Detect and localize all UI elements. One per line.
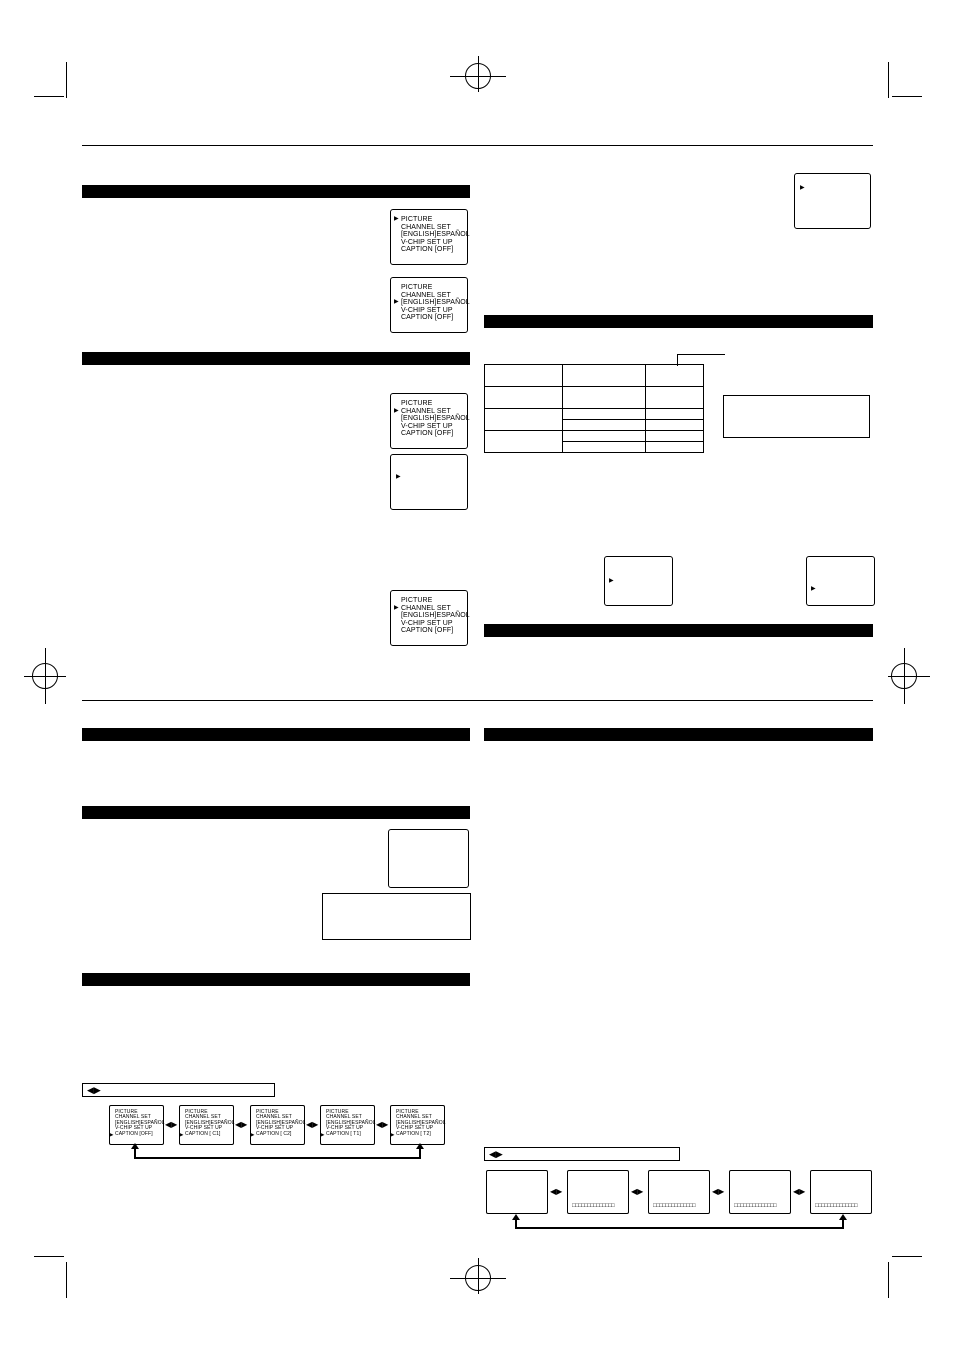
pointer-icon: ▶ [609, 578, 614, 584]
table-cell [485, 387, 563, 409]
flow-loop-arrow [508, 1213, 853, 1233]
menu-item-language: [ENGLISH]ESPAÑOL [256, 1119, 306, 1126]
crop-mark [888, 1262, 889, 1298]
menu-item-channel-set: CHANNEL SET [115, 1114, 151, 1121]
pointer-icon: ▶ [396, 474, 401, 480]
menu-item-caption: ▶ CAPTION [ T2] [391, 1130, 431, 1137]
callout-line [677, 354, 678, 366]
flow-screen-5 [810, 1170, 872, 1214]
menu-item-channel-set: CHANNEL SET [401, 291, 451, 299]
menu-item-language: [ENGLISH]ESPAÑOL [401, 415, 470, 423]
menu-item-language: ▶ [ENGLISH]ESPAÑOL [394, 299, 470, 307]
left-right-arrow-icon: ◀▶ [793, 1187, 806, 1196]
caption-screen-t2 [390, 1105, 445, 1145]
registration-mark-line [478, 1258, 479, 1294]
caption-text-placeholder: □□□□□□□□□□□□□□ [653, 1202, 696, 1209]
table-cell [563, 365, 646, 387]
menu-item-picture: PICTURE [185, 1109, 208, 1115]
menu-item-vchip: V-CHIP SET UP [115, 1125, 153, 1132]
caption-screen-c1 [179, 1105, 234, 1145]
caption-screen-off [109, 1105, 164, 1145]
pointer-icon: ▶ [394, 299, 399, 306]
menu-item-channel-set: CHANNEL SET [396, 1114, 432, 1121]
menu-item-picture: PICTURE [401, 400, 433, 407]
table-cell [563, 431, 646, 442]
caption-text-placeholder: □□□□□□□□□□□□□□ [815, 1202, 858, 1209]
menu-item-channel-set: CHANNEL SET [401, 223, 451, 231]
menu-item-language: [ENGLISH]ESPAÑOL [185, 1119, 235, 1126]
section-header-bar [82, 728, 470, 741]
crop-mark [66, 1262, 67, 1298]
caption-text-placeholder: □□□□□□□□□□□□□□ [734, 1202, 777, 1209]
pointer-icon: ▶ [110, 1131, 114, 1137]
menu-item-language: [ENGLISH]ESPAÑOL [115, 1119, 165, 1126]
left-right-arrow-icon: ◀▶ [235, 1120, 248, 1129]
mini-menu [110, 1109, 165, 1137]
mini-menu [251, 1109, 306, 1137]
mini-menu [180, 1109, 235, 1137]
section-header-bar [484, 624, 873, 637]
table-cell [485, 431, 563, 453]
left-right-arrow-icon: ◀▶ [165, 1120, 178, 1129]
menu-item-language: [ENGLISH]ESPAÑOL [401, 612, 470, 620]
pointer-icon: ▶ [800, 185, 805, 191]
table-cell [485, 365, 563, 387]
menu-item-language: [ENGLISH]ESPAÑOL [326, 1119, 376, 1126]
crop-mark [34, 96, 64, 97]
menu-item-caption: CAPTION [OFF] [401, 314, 454, 322]
page-divider [82, 700, 873, 701]
flow-screen-3 [648, 1170, 710, 1214]
registration-mark-line [904, 648, 905, 704]
menu-item-channel-set: CHANNEL SET [256, 1114, 292, 1121]
menu-item-language: [ENGLISH]ESPAÑOL [401, 231, 470, 239]
menu-item-channel-set: ▶ CHANNEL SET [394, 604, 451, 612]
registration-mark-line [888, 676, 930, 677]
menu-item-vchip: V-CHIP SET UP [401, 619, 453, 627]
menu-item-picture: PICTURE [256, 1109, 279, 1115]
main-menu [394, 400, 470, 438]
menu-item-vchip: V-CHIP SET UP [401, 306, 453, 314]
menu-item-caption: ▶ CAPTION [OFF] [110, 1130, 153, 1137]
left-right-arrow-icon: ◀▶ [550, 1187, 563, 1196]
table-cell [646, 442, 704, 453]
flow-screen-2 [567, 1170, 629, 1214]
table-cell [646, 420, 704, 431]
menu-item-caption: ▶ CAPTION [ C2] [251, 1130, 292, 1137]
note-box [723, 395, 870, 438]
menu-item-language: [ENGLISH]ESPAÑOL [396, 1119, 446, 1126]
submenu-screen [794, 173, 871, 229]
main-menu [394, 597, 470, 635]
section-header-bar [82, 185, 470, 198]
pointer-icon: ▶ [251, 1131, 255, 1137]
menu-item-vchip: V-CHIP SET UP [401, 422, 453, 430]
menu-item-picture: ▶ PICTURE [394, 216, 433, 223]
menu-item-vchip: V-CHIP SET UP [256, 1125, 294, 1132]
pointer-icon: ▶ [811, 586, 816, 592]
submenu-screen [806, 556, 875, 606]
menu-item-caption: ▶ CAPTION [ C1] [180, 1130, 221, 1137]
caption-screen-c2 [250, 1105, 305, 1145]
menu-item-vchip: V-CHIP SET UP [401, 238, 453, 246]
caption-text-placeholder: □□□□□□□□□□□□□□ [572, 1202, 615, 1209]
flow-legend [484, 1147, 680, 1161]
pointer-icon: ▶ [394, 216, 399, 222]
crop-mark [892, 96, 922, 97]
menu-screen-language-selected [390, 277, 468, 333]
menu-item-picture: PICTURE [396, 1109, 419, 1115]
left-right-arrow-icon: ◀▶ [87, 1085, 101, 1095]
table-cell [563, 442, 646, 453]
crop-mark [66, 62, 67, 98]
caption-loop-arrow [125, 1143, 430, 1163]
section-header-bar [82, 973, 470, 986]
menu-item-vchip: V-CHIP SET UP [396, 1125, 434, 1132]
menu-screen-channel-set-selected [390, 590, 468, 646]
pointer-icon: ▶ [321, 1131, 325, 1137]
flow-screen-4 [729, 1170, 791, 1214]
caption-legend [82, 1083, 275, 1097]
section-header-bar [484, 728, 873, 741]
menu-item-caption: CAPTION [OFF] [401, 430, 454, 438]
section-header-bar [484, 315, 873, 328]
menu-item-picture: PICTURE [401, 597, 433, 604]
submenu-screen [390, 454, 468, 510]
pointer-icon: ▶ [394, 604, 399, 611]
table-cell [563, 420, 646, 431]
left-right-arrow-icon: ◀▶ [306, 1120, 319, 1129]
section-header-bar [82, 806, 470, 819]
table-cell [563, 409, 646, 420]
menu-item-channel-set: CHANNEL SET [185, 1114, 221, 1121]
callout-line [677, 354, 725, 355]
menu-item-caption: CAPTION [OFF] [401, 246, 454, 254]
menu-item-channel-set: ▶ CHANNEL SET [394, 407, 451, 415]
caption-screen-t1 [320, 1105, 375, 1145]
header-rule [82, 145, 873, 146]
menu-item-caption: CAPTION [OFF] [401, 627, 454, 635]
blank-screen [388, 829, 469, 888]
menu-screen-picture-selected [390, 209, 468, 265]
table-cell [646, 365, 704, 387]
pointer-icon: ▶ [394, 407, 399, 414]
pointer-icon: ▶ [180, 1131, 184, 1137]
menu-item-caption: ▶ CAPTION [ T1] [321, 1130, 361, 1137]
pointer-icon: ▶ [391, 1131, 395, 1137]
main-menu [394, 284, 470, 322]
menu-item-vchip: V-CHIP SET UP [185, 1125, 223, 1132]
crop-mark [888, 62, 889, 98]
flow-screen-1 [486, 1170, 548, 1214]
table-cell [646, 409, 704, 420]
registration-mark-line [478, 56, 479, 92]
menu-item-picture: PICTURE [326, 1109, 349, 1115]
menu-item-channel-set: CHANNEL SET [326, 1114, 362, 1121]
rating-table [484, 364, 704, 453]
left-right-arrow-icon: ◀▶ [712, 1187, 725, 1196]
menu-item-picture: PICTURE [401, 284, 433, 291]
left-right-arrow-icon: ◀▶ [376, 1120, 389, 1129]
table-cell [646, 387, 704, 409]
menu-screen-channel-set-selected [390, 393, 468, 449]
table-cell [563, 387, 646, 409]
table-cell [646, 431, 704, 442]
mini-menu [321, 1109, 376, 1137]
left-right-arrow-icon: ◀▶ [489, 1149, 503, 1159]
mini-menu [391, 1109, 446, 1137]
submenu-screen [604, 556, 673, 606]
left-right-arrow-icon: ◀▶ [631, 1187, 644, 1196]
crop-mark [34, 1256, 64, 1257]
main-menu [394, 216, 470, 254]
menu-item-picture: PICTURE [115, 1109, 138, 1115]
section-header-bar [82, 352, 470, 365]
note-box [322, 893, 471, 940]
table-cell [485, 409, 563, 431]
registration-mark-line [45, 648, 46, 704]
crop-mark [892, 1256, 922, 1257]
menu-item-vchip: V-CHIP SET UP [326, 1125, 364, 1132]
